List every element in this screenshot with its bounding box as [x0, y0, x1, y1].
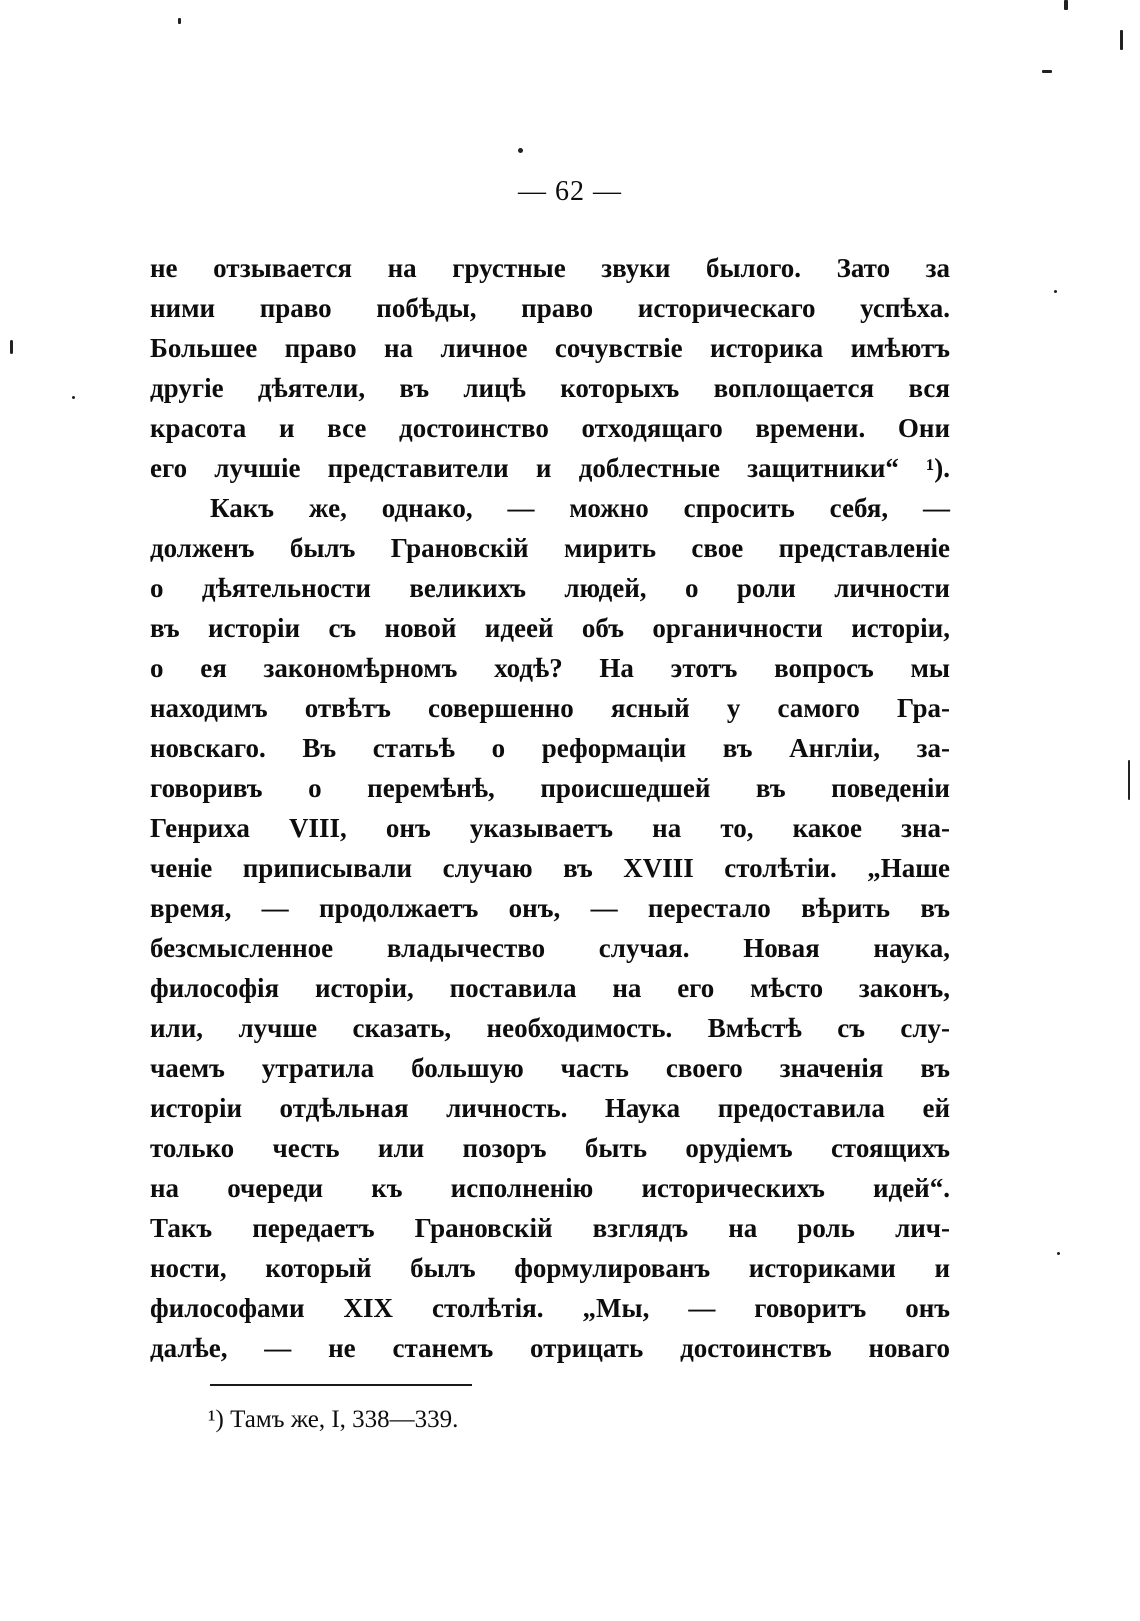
text-line: Какъ же, однако, — можно спросить себя, — — [210, 493, 950, 523]
scan-speck — [518, 148, 523, 153]
text-line: философія исторіи, поставила на его мѣсто законъ, — [150, 973, 950, 1003]
text-line: не отзывается на грустные звуки былого. Зато за — [150, 253, 950, 283]
scan-speck — [1054, 290, 1057, 293]
text-line: безсмысленное владычество случая. Новая наука, — [150, 933, 950, 963]
text-line: новскаго. Въ статьѣ о реформаціи въ Англіи, за- — [150, 733, 950, 763]
text-line: о дѣятельности великихъ людей, о роли личности — [150, 573, 950, 603]
text-line: ности, который былъ формулированъ историками и — [150, 1253, 950, 1283]
body-text — [150, 248, 950, 1368]
text-line: время, — продолжаетъ онъ, — перестало вѣрить въ — [150, 893, 950, 923]
text-line: исторіи отдѣльная личность. Наука предоставила ей — [150, 1093, 950, 1123]
text-line: красота и все достоинство отходящаго времени. Они — [150, 413, 950, 443]
scan-speck — [10, 340, 13, 354]
text-line: ними право побѣды, право историческаго успѣха. — [150, 293, 950, 323]
text-line: философами XIX столѣтія. „Мы, — говоритъ онъ — [150, 1293, 950, 1323]
footnote: ¹) Тамъ же, I, 338—339. — [208, 1406, 459, 1433]
text-line: въ исторіи съ новой идеей объ органичности исторіи, — [150, 613, 950, 643]
page-number: — 62 — — [518, 176, 622, 207]
text-line: о ея закономѣрномъ ходѣ? На этотъ вопросъ мы — [150, 653, 950, 683]
scan-speck — [72, 396, 75, 399]
text-line: говоривъ о перемѣнѣ, происшедшей въ поведеніи — [150, 773, 950, 803]
text-line: другіе дѣятели, въ лицѣ которыхъ воплощается вся — [150, 373, 950, 403]
text-line: Генриха VIII, онъ указываетъ на то, какое зна- — [150, 813, 950, 843]
text-line: только честь или позоръ быть орудіемъ стоящихъ — [150, 1133, 950, 1163]
text-line: долженъ былъ Грановскій мирить свое представленіе — [150, 533, 950, 563]
scan-speck — [1120, 30, 1123, 50]
footnote-divider — [210, 1384, 472, 1386]
scan-speck — [178, 18, 181, 24]
scan-speck — [1128, 760, 1130, 800]
text-line: его лучшіе представители и доблестные защитники“ ¹). — [150, 453, 950, 483]
text-line: на очереди къ исполненію историческихъ идей“. — [150, 1173, 950, 1203]
text-line: Большее право на личное сочувствіе историка имѣютъ — [150, 333, 950, 363]
text-line: ченіе приписывали случаю въ XVIII столѣтіи. „Наше — [150, 853, 950, 883]
scan-speck — [1064, 0, 1068, 10]
scan-speck — [1057, 1252, 1060, 1255]
text-line: далѣе, — не станемъ отрицать достоинствъ новаго — [150, 1333, 950, 1363]
text-line: находимъ отвѣтъ совершенно ясный у самого Гра- — [150, 693, 950, 723]
text-line: Такъ передаетъ Грановскій взглядъ на роль лич- — [150, 1213, 950, 1243]
scan-speck — [1042, 70, 1052, 73]
text-line: или, лучше сказать, необходимость. Вмѣстѣ съ слу- — [150, 1013, 950, 1043]
text-line: чаемъ утратила большую часть своего значенія въ — [150, 1053, 950, 1083]
